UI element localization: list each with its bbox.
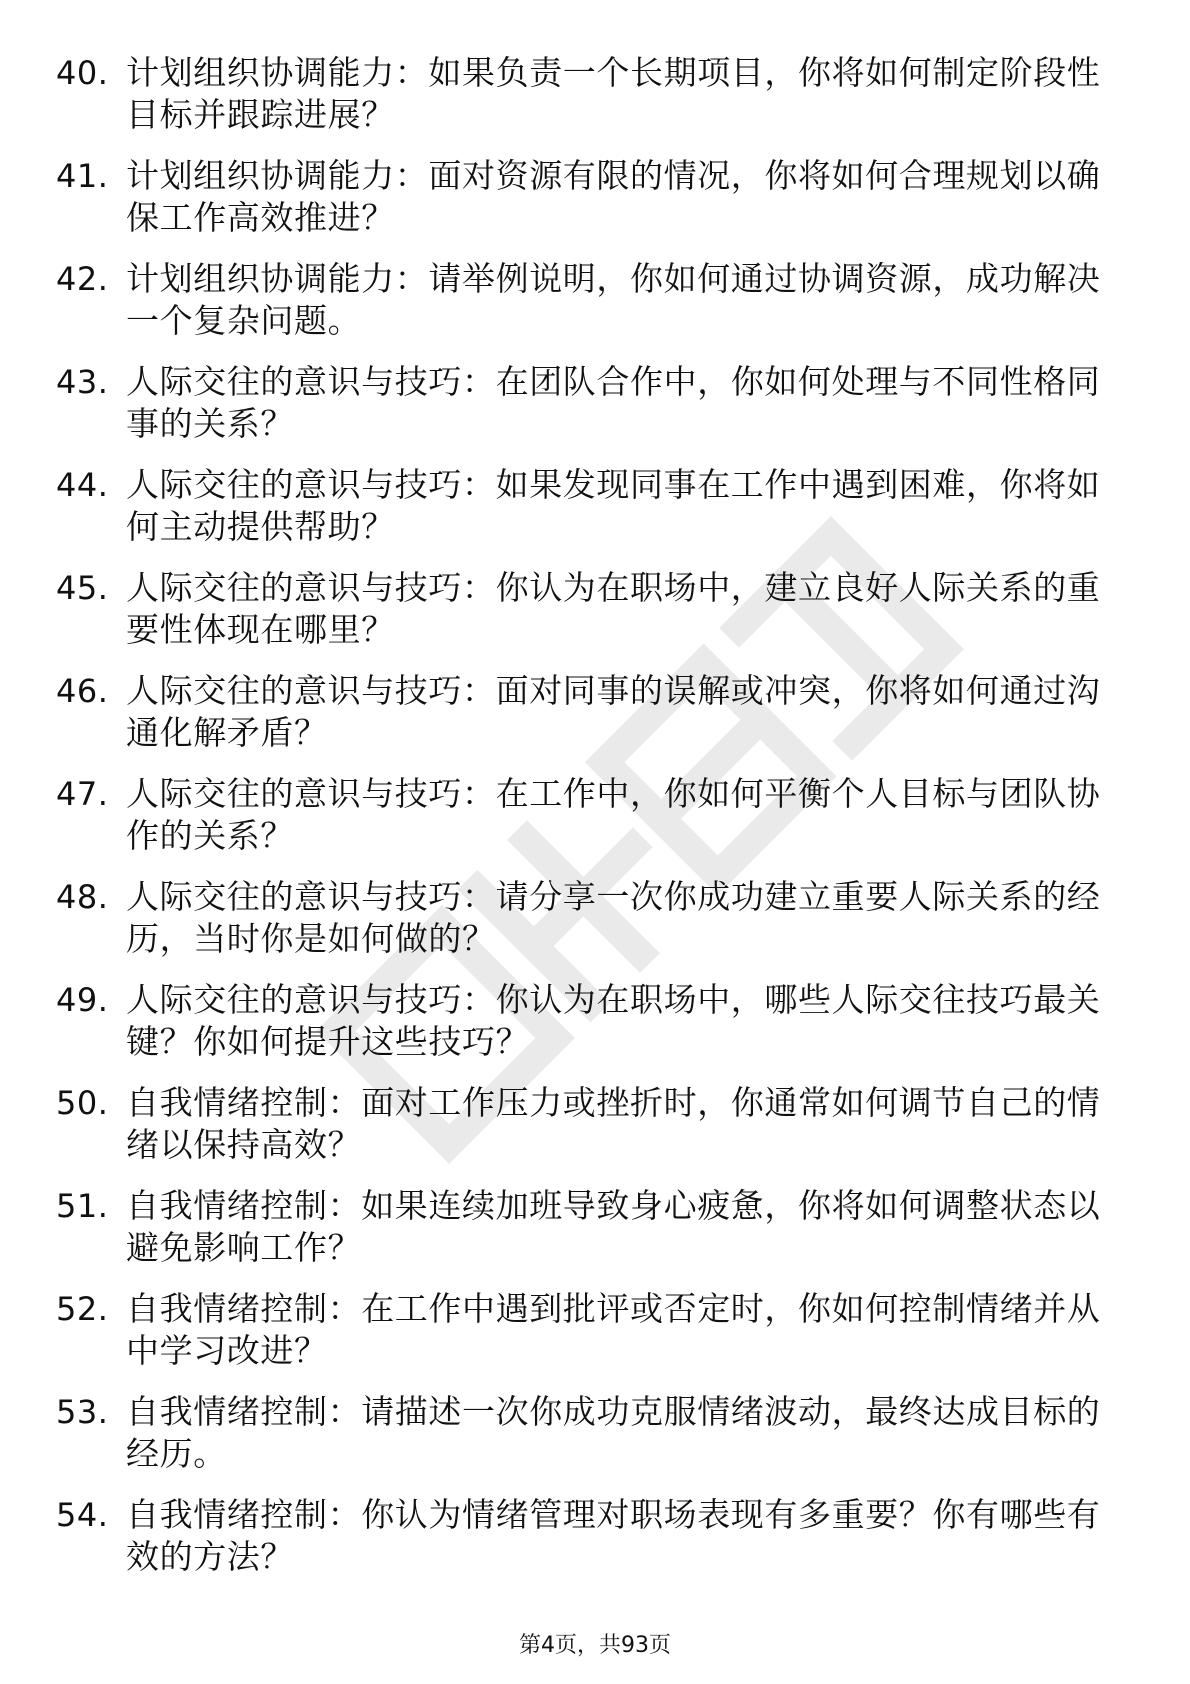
question-list — [56, 52, 1120, 1597]
question-number: 53. — [56, 1393, 109, 1431]
question-item — [56, 1082, 1120, 1185]
question-item — [56, 155, 1120, 258]
question-item — [56, 773, 1120, 876]
question-number: 47. — [56, 775, 109, 813]
question-text: 自我情绪控制：面对工作压力或挫折时，你通常如何调节自己的情绪以保持高效？ — [126, 1083, 1101, 1164]
question-number: 50. — [56, 1084, 109, 1122]
question-item — [56, 1288, 1120, 1391]
question-text: 人际交往的意识与技巧：如果发现同事在工作中遇到困难，你将如何主动提供帮助？ — [126, 465, 1101, 546]
question-number: 43. — [56, 363, 109, 401]
question-number: 54. — [56, 1496, 109, 1534]
question-text: 人际交往的意识与技巧：在团队合作中，你如何处理与不同性格同事的关系？ — [126, 362, 1101, 443]
question-text: 人际交往的意识与技巧：请分享一次你成功建立重要人际关系的经历，当时你是如何做的？ — [126, 877, 1101, 958]
question-text: 人际交往的意识与技巧：你认为在职场中，哪些人际交往技巧最关键？你如何提升这些技巧？ — [126, 980, 1101, 1061]
question-item — [56, 464, 1120, 567]
question-number: 48. — [56, 878, 109, 916]
question-item — [56, 876, 1120, 979]
question-text: 计划组织协调能力：如果负责一个长期项目，你将如何制定阶段性目标并跟踪进展？ — [126, 53, 1101, 134]
question-text: 人际交往的意识与技巧：在工作中，你如何平衡个人目标与团队协作的关系？ — [126, 774, 1101, 855]
question-text: 人际交往的意识与技巧：面对同事的误解或冲突，你将如何通过沟通化解矛盾？ — [126, 671, 1101, 752]
question-number: 41. — [56, 157, 109, 195]
question-text: 人际交往的意识与技巧：你认为在职场中，建立良好人际关系的重要性体现在哪里？ — [126, 568, 1101, 649]
question-item — [56, 52, 1120, 155]
question-item — [56, 1494, 1120, 1597]
question-number: 42. — [56, 260, 109, 298]
question-item — [56, 1185, 1120, 1288]
question-text: 计划组织协调能力：面对资源有限的情况，你将如何合理规划以确保工作高效推进？ — [126, 156, 1101, 237]
question-item — [56, 567, 1120, 670]
question-item — [56, 1391, 1120, 1494]
question-item — [56, 361, 1120, 464]
question-number: 45. — [56, 569, 109, 607]
question-item — [56, 258, 1120, 361]
question-item — [56, 979, 1120, 1082]
question-number: 44. — [56, 466, 109, 504]
question-number: 40. — [56, 54, 109, 92]
question-text: 计划组织协调能力：请举例说明，你如何通过协调资源，成功解决一个复杂问题。 — [126, 259, 1101, 340]
page-footer: 第4页，共93页 — [519, 1633, 671, 1658]
question-text: 自我情绪控制：请描述一次你成功克服情绪波动，最终达成目标的经历。 — [126, 1392, 1101, 1473]
question-number: 51. — [56, 1187, 109, 1225]
question-text: 自我情绪控制：如果连续加班导致身心疲惫，你将如何调整状态以避免影响工作？ — [126, 1186, 1101, 1267]
question-text: 自我情绪控制：在工作中遇到批评或否定时，你如何控制情绪并从中学习改进？ — [126, 1289, 1101, 1370]
question-text: 自我情绪控制：你认为情绪管理对职场表现有多重要？你有哪些有效的方法？ — [126, 1495, 1101, 1576]
question-number: 49. — [56, 981, 109, 1019]
question-number: 46. — [56, 672, 109, 710]
question-item — [56, 670, 1120, 773]
question-number: 52. — [56, 1290, 109, 1328]
